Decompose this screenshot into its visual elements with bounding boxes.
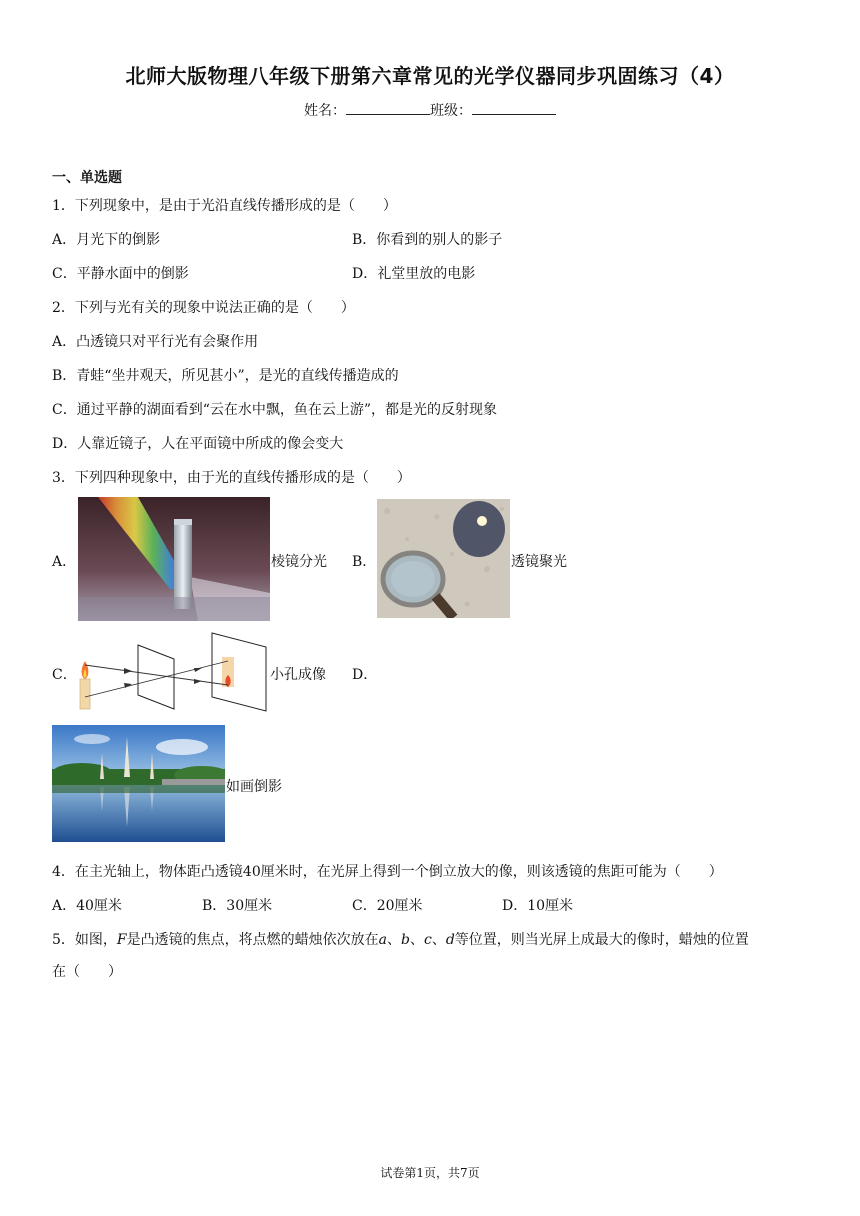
pinhole-camera-diagram	[74, 631, 270, 713]
question-3-option-a-letter: A．	[52, 554, 77, 570]
page-title: 北师大版物理八年级下册第六章常见的光学仪器同步巩固练习（4）	[125, 64, 735, 88]
question-2-option-c: C．通过平静的湖面看到“云在水中飘，鱼在云上游”，都是光的反射现象	[52, 402, 498, 418]
section-title: 一、单选题	[52, 170, 122, 186]
question-1-option-d: D．礼堂里放的电影	[352, 266, 476, 282]
question-4-stem: 4．在主光轴上，物体距凸透镜40厘米时，在光屏上得到一个倒立放大的像，则该透镜的焦距可能为（ ）	[52, 864, 723, 880]
question-3-option-a-caption: 棱镜分光	[271, 554, 327, 570]
question-2-stem: 2．下列与光有关的现象中说法正确的是（ ）	[52, 300, 355, 316]
question-3-option-d-caption: 如画倒影	[226, 779, 282, 795]
pagoda-reflection-image	[52, 725, 225, 842]
question-1-option-a: A．月光下的倒影	[52, 232, 161, 248]
question-4-option-c: C．20厘米	[352, 898, 423, 914]
question-2-option-d: D．人靠近镜子，人在平面镜中所成的像会变大	[52, 436, 344, 452]
question-3-option-b-letter: B．	[352, 554, 377, 570]
page-footer: 试卷第1页，共7页	[380, 1166, 480, 1180]
class-blank	[472, 102, 556, 115]
question-3-option-d-letter: D．	[352, 667, 378, 683]
class-label: 班级：	[430, 103, 472, 119]
question-1-option-c: C．平静水面中的倒影	[52, 266, 189, 282]
question-4-option-a: A．40厘米	[52, 898, 122, 914]
question-5-stem: 5．如图，F是凸透镜的焦点，将点燃的蜡烛依次放在a、b、c、d等位置，则当光屏上成最大的像时，蜡烛的位置	[52, 932, 749, 948]
question-1-option-b: B．你看到的别人的影子	[352, 232, 503, 248]
magnifier-focus-image	[377, 499, 510, 618]
question-2-option-a: A．凸透镜只对平行光有会聚作用	[52, 334, 259, 350]
question-4-option-d: D．10厘米	[502, 898, 574, 914]
question-3-option-c-letter: C．	[52, 667, 77, 683]
question-3-option-b-caption: 透镜聚光	[511, 554, 567, 570]
question-3-stem: 3．下列四种现象中，由于光的直线传播形成的是（ ）	[52, 470, 411, 486]
student-info-line	[0, 100, 860, 120]
question-4-option-b: B．30厘米	[202, 898, 273, 914]
prism-dispersion-image	[78, 497, 270, 621]
question-1-stem: 1．下列现象中，是由于光沿直线传播形成的是（ ）	[52, 198, 397, 214]
name-label: 姓名：	[304, 103, 346, 119]
question-5-stem-continued: 在（ ）	[52, 964, 122, 980]
question-2-option-b: B．青蛙“坐井观天，所见甚小”，是光的直线传播造成的	[52, 368, 399, 384]
name-blank	[346, 102, 430, 115]
question-3-option-c-caption: 小孔成像	[270, 667, 326, 683]
